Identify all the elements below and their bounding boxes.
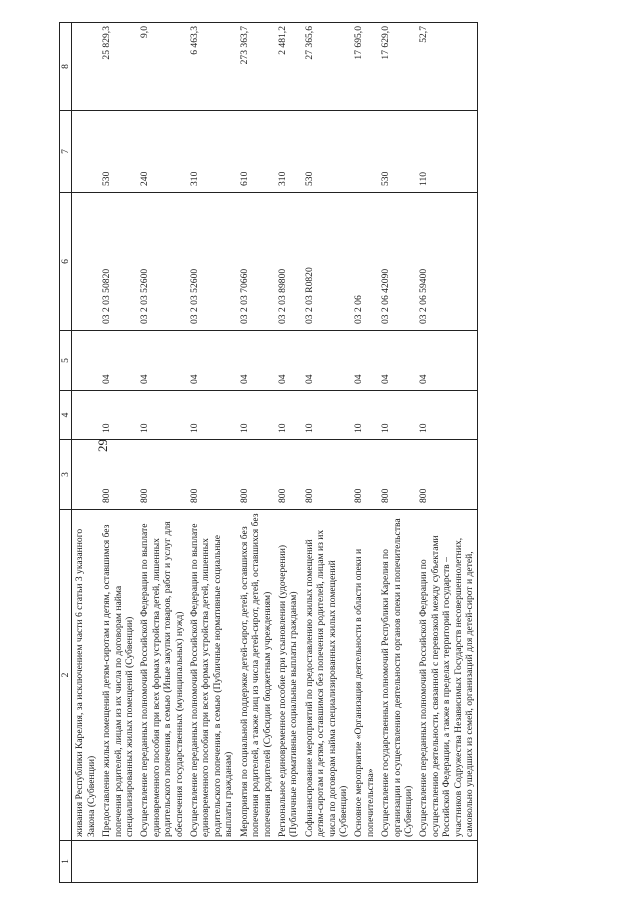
header-cell: 4 [60,391,72,440]
description-cell: Осуществление государственных полномочий Республики Карелия по организации и осуществлению деятельности органов опеки и попечительства (Субвенции) [378,510,416,841]
expense-type-cell [72,111,99,193]
amount-cell: 17 695,0 [351,23,378,111]
section-cell: 10 [275,391,302,440]
subsection-cell: 04 [275,331,302,391]
description-cell: живания Республики Карелия, за исключением части 6 статьи 3 указанного Закона (Субвенции) [72,510,99,841]
expense-type-cell: 610 [237,111,275,193]
table-row [416,23,478,883]
subsection-cell [72,331,99,391]
subsection-cell: 04 [237,331,275,391]
section-cell: 10 [187,391,237,440]
ministry-code-cell: 800 [302,440,352,510]
row-marker-cell [275,841,302,883]
description-cell: Предоставление жилых помещений детям-сиротам и детям, оставшимся без попечения родителей, лицам из их числа по договорам найма специализированных жилых помещений (Субвенции) [99,510,137,841]
description-cell: Осуществление переданных полномочий Российской Федерации по осуществлению деятельности, связанной с перевозкой между субъектами Российской Федерации, а также в пределах территорий государств – участников Содружества Независимых Государств несовершеннолетних, самовольно ушедших из семей, организаций для детей-сирот и детей, [416,510,478,841]
description-cell: Основное мероприятие «Организация деятельности в области опеки и попечительства» [351,510,378,841]
expense-type-cell: 310 [275,111,302,193]
target-article-cell [72,193,99,331]
target-article-cell: 03 2 06 59400 [416,193,478,331]
table-row [275,23,302,883]
row-marker-cell [302,841,352,883]
amount-cell: 27 365,6 [302,23,352,111]
ministry-code-cell: 800 [275,440,302,510]
ministry-code-cell: 800 [137,440,187,510]
table-row [187,23,237,883]
ministry-code-cell: 800 [99,440,137,510]
section-cell: 10 [351,391,378,440]
table-row [351,23,378,883]
header-cell: 5 [60,331,72,391]
target-article-cell: 03 2 06 42090 [378,193,416,331]
page-number: 29 [95,439,110,452]
expense-type-cell: 240 [137,111,187,193]
header-cell: 3 [60,440,72,510]
header-cell: 1 [60,841,72,883]
section-cell: 10 [99,391,137,440]
amount-cell: 2 481,2 [275,23,302,111]
ministry-code-cell: 800 [187,440,237,510]
row-marker-cell [378,841,416,883]
target-article-cell: 03 2 03 89800 [275,193,302,331]
table-row [378,23,416,883]
header-cell: 6 [60,193,72,331]
target-article-cell: 03 2 03 R0820 [302,193,352,331]
amount-cell: 273 363,7 [237,23,275,111]
target-article-cell: 03 2 06 [351,193,378,331]
subsection-cell: 04 [416,331,478,391]
section-cell: 10 [416,391,478,440]
subsection-cell: 04 [302,331,352,391]
row-marker-cell [72,841,99,883]
target-article-cell: 03 2 03 52600 [187,193,237,331]
amount-cell: 9,0 [137,23,187,111]
ministry-code-cell: 800 [378,440,416,510]
description-cell: Осуществление переданных полномочий Российской Федерации по выплате единовременного пособия при всех формах устройства детей, лишенных родительского попечения, в семью (Иные закупки товаров, работ и услуг для обеспечения государственных (муниципальных) нужд) [137,510,187,841]
expense-type-cell: 110 [416,111,478,193]
amount-cell: 25 829,3 [99,23,137,111]
amount-cell: 17 629,0 [378,23,416,111]
row-marker-cell [187,841,237,883]
target-article-cell: 03 2 03 70660 [237,193,275,331]
table-row [99,23,137,883]
subsection-cell: 04 [99,331,137,391]
section-cell: 10 [137,391,187,440]
description-cell: Мероприятия по социальной поддержке детей-сирот, детей, оставшихся без попечения родителей, а также лиц из числа детей-сирот, детей, оставшихся без попечения родителей (Субсидии бюджетным учреждениям) [237,510,275,841]
table-row [237,23,275,883]
description-cell: Региональное единовременное пособие при усыновлении (удочерении) (Публичные нормативные социальные выплаты гражданам) [275,510,302,841]
table-row [302,23,352,883]
header-row [60,23,72,883]
row-marker-cell [237,841,275,883]
ministry-code-cell: 800 [237,440,275,510]
header-cell: 8 [60,23,72,111]
rotated-table-container [59,23,592,883]
section-cell: 10 [302,391,352,440]
expense-type-cell: 530 [302,111,352,193]
expense-type-cell [351,111,378,193]
subsection-cell: 04 [137,331,187,391]
expense-type-cell: 530 [99,111,137,193]
table-row [72,23,99,883]
row-marker-cell [416,841,478,883]
row-marker-cell [351,841,378,883]
header-cell: 7 [60,111,72,193]
subsection-cell: 04 [351,331,378,391]
amount-cell: 6 463,3 [187,23,237,111]
row-marker-cell [137,841,187,883]
row-marker-cell [99,841,137,883]
amount-cell [72,23,99,111]
description-cell: Осуществление переданных полномочий Российской Федерации по выплате единовременного пособия при всех формах устройства детей, лишенных родительского попечения, в семью (Публичные нормативные социальные выплаты гражданам) [187,510,237,841]
section-cell: 10 [378,391,416,440]
target-article-cell: 03 2 03 50820 [99,193,137,331]
expense-type-cell: 310 [187,111,237,193]
ministry-code-cell: 800 [351,440,378,510]
subsection-cell: 04 [187,331,237,391]
ministry-code-cell [72,440,99,510]
target-article-cell: 03 2 03 52600 [137,193,187,331]
subsection-cell: 04 [378,331,416,391]
section-cell [72,391,99,440]
amount-cell: 52,7 [416,23,478,111]
budget-table [59,22,478,883]
ministry-code-cell: 800 [416,440,478,510]
description-cell: Софинансирование мероприятий по предоставлению жилых помещений детям-сиротам и детям, оставшимся без попечения родителей, лицам из их числа по договорам найма специализированных жилых помещений (Субвенции) [302,510,352,841]
section-cell: 10 [237,391,275,440]
table-row [137,23,187,883]
expense-type-cell: 530 [378,111,416,193]
header-cell: 2 [60,510,72,841]
